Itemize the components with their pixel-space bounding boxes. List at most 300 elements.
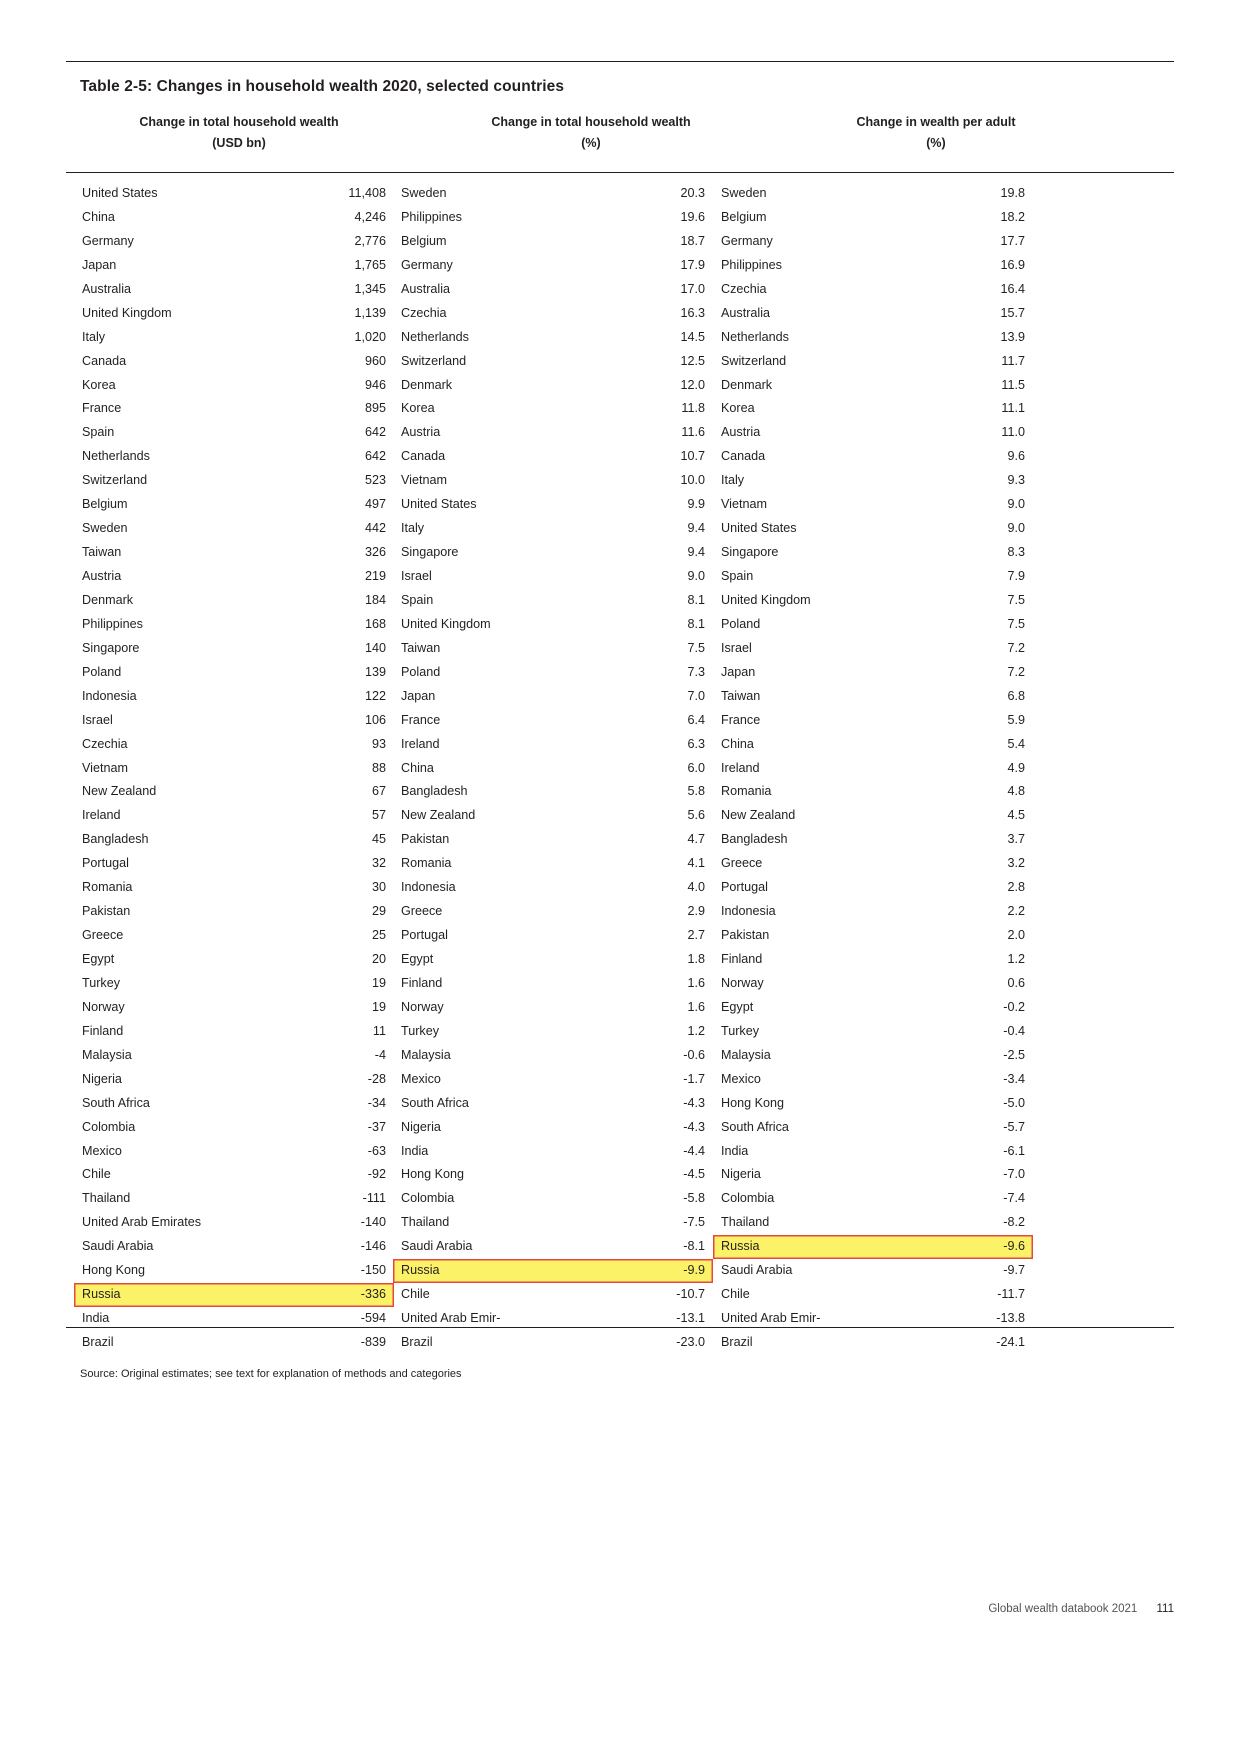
- row-country-name: Singapore: [401, 545, 459, 560]
- table-row: [713, 876, 1033, 900]
- row-country-name: Denmark: [401, 377, 453, 392]
- row-value: 6.0: [687, 760, 705, 775]
- table-row: [713, 661, 1033, 685]
- table-row: [74, 924, 394, 948]
- table-row: [713, 972, 1033, 996]
- table-row: [713, 326, 1033, 350]
- table-row: [713, 421, 1033, 445]
- row-country-name: Norway: [401, 999, 444, 1014]
- table-row: [74, 1068, 394, 1092]
- row-value: 18.2: [1000, 209, 1025, 224]
- row-value: 11.5: [1001, 377, 1025, 392]
- row-value: 4,246: [354, 209, 386, 224]
- row-country-name: France: [721, 712, 761, 727]
- row-country-name: Bangladesh: [82, 832, 149, 847]
- row-value: 4.9: [1007, 760, 1025, 775]
- table-row: [393, 517, 713, 541]
- row-country-name: Singapore: [82, 640, 140, 655]
- row-country-name: Poland: [721, 616, 761, 631]
- row-value: 7.9: [1007, 569, 1025, 583]
- row-country-name: Japan: [721, 664, 756, 679]
- row-country-name: Singapore: [721, 545, 779, 560]
- row-value: -3.4: [1003, 1071, 1025, 1086]
- table-row: [713, 709, 1033, 733]
- row-value: 16.4: [1000, 281, 1025, 296]
- row-country-name: Mexico: [82, 1143, 122, 1158]
- table-row: [713, 541, 1033, 565]
- table-row: [713, 924, 1033, 948]
- table-row: [393, 493, 713, 517]
- row-country-name: Greece: [82, 928, 124, 943]
- row-value: 25: [371, 928, 386, 943]
- table-row: [74, 517, 394, 541]
- table-row: [713, 828, 1033, 852]
- row-value: 106: [364, 712, 386, 727]
- row-value: 20.3: [680, 186, 705, 200]
- table-row: [74, 421, 394, 445]
- row-country-name: France: [401, 712, 441, 727]
- table-row: [393, 852, 713, 876]
- table-row: [713, 1163, 1033, 1187]
- row-value: 15.7: [1000, 305, 1025, 320]
- table-row: [393, 1187, 713, 1211]
- row-country-name: Hong Kong: [721, 1095, 785, 1110]
- row-value: 2,776: [354, 233, 386, 248]
- row-value: 19: [371, 975, 386, 990]
- row-value: 2.7: [687, 928, 705, 943]
- row-value: 9.0: [1007, 497, 1025, 512]
- row-country-name: Germany: [721, 233, 773, 248]
- row-value: 11,408: [348, 186, 386, 200]
- row-value: 1,139: [354, 305, 386, 320]
- table-row: [393, 302, 713, 326]
- row-value: 5.8: [687, 784, 705, 799]
- table-column-total-usd: [74, 182, 394, 1355]
- table-row: [393, 1283, 713, 1307]
- table-row: [393, 206, 713, 230]
- table-row: [74, 948, 394, 972]
- row-value: 7.5: [1007, 592, 1025, 607]
- table-row: [74, 613, 394, 637]
- table-row: [393, 1044, 713, 1068]
- row-value: 642: [364, 425, 386, 440]
- row-country-name: India: [401, 1143, 429, 1158]
- row-country-name: Korea: [401, 401, 435, 416]
- row-country-name: Indonesia: [82, 688, 137, 703]
- row-value: 3.7: [1007, 832, 1025, 847]
- row-country-name: United States: [401, 497, 477, 512]
- row-country-name: New Zealand: [721, 808, 796, 823]
- row-country-name: Poland: [401, 664, 441, 679]
- row-country-name: Canada: [401, 449, 446, 464]
- bottom-rule: [66, 1327, 1174, 1328]
- row-country-name: Austria: [401, 425, 441, 440]
- table-row: [713, 1259, 1033, 1283]
- table-row: [713, 780, 1033, 804]
- row-value: 946: [364, 377, 386, 392]
- row-country-name: Russia: [82, 1287, 121, 1302]
- row-country-name: Israel: [82, 712, 113, 727]
- row-country-name: Canada: [82, 353, 127, 368]
- table-row: [74, 733, 394, 757]
- row-country-name: Austria: [721, 425, 761, 440]
- table-row: [74, 685, 394, 709]
- table-row: [713, 278, 1033, 302]
- table-row: [74, 445, 394, 469]
- table-row: [393, 709, 713, 733]
- row-country-name: Russia: [401, 1263, 440, 1278]
- table-column-per-adult-pct: [713, 182, 1033, 1355]
- table-row: [74, 469, 394, 493]
- row-value: 1.6: [687, 975, 705, 990]
- table-row: [74, 397, 394, 421]
- row-value: -9.7: [1003, 1263, 1025, 1278]
- table-row: [74, 350, 394, 374]
- row-value: -111: [362, 1191, 386, 1206]
- row-value: -2.5: [1003, 1047, 1025, 1062]
- row-value: 17.0: [680, 281, 705, 296]
- table-row: [393, 780, 713, 804]
- row-value: -13.8: [996, 1311, 1025, 1326]
- row-value: 0.6: [1007, 975, 1025, 990]
- row-country-name: Japan: [401, 688, 436, 703]
- row-country-name: Germany: [82, 233, 134, 248]
- row-country-name: Sweden: [721, 186, 767, 200]
- table-row: [713, 445, 1033, 469]
- table-row: [393, 804, 713, 828]
- row-value: 9.4: [687, 521, 705, 536]
- row-value: 219: [364, 569, 386, 583]
- row-country-name: Egypt: [721, 999, 754, 1014]
- table-row: [713, 685, 1033, 709]
- row-value: 10.0: [680, 473, 705, 488]
- table-row: [713, 1044, 1033, 1068]
- row-country-name: Czechia: [401, 305, 447, 320]
- row-value: 326: [364, 545, 386, 560]
- row-country-name: Mexico: [721, 1071, 761, 1086]
- row-value: 5.6: [687, 808, 705, 823]
- row-value: 11.6: [681, 425, 705, 440]
- row-country-name: India: [82, 1311, 110, 1326]
- row-value: 14.5: [680, 329, 705, 344]
- column-header-2: [426, 112, 756, 154]
- table-row: [393, 1068, 713, 1092]
- row-value: 4.7: [687, 832, 705, 847]
- row-country-name: Greece: [401, 904, 443, 919]
- column-headers: [66, 112, 1174, 170]
- row-country-name: United Kingdom: [721, 592, 811, 607]
- row-country-name: India: [721, 1143, 749, 1158]
- row-country-name: Greece: [721, 856, 763, 871]
- row-country-name: United States: [721, 521, 797, 536]
- row-value: -146: [360, 1239, 386, 1254]
- table-row: [713, 804, 1033, 828]
- row-value: -4.4: [683, 1143, 705, 1158]
- row-value: 442: [364, 521, 386, 536]
- row-country-name: Germany: [401, 257, 453, 272]
- row-value: 140: [364, 640, 386, 655]
- row-value: -0.4: [1003, 1023, 1025, 1038]
- row-country-name: Brazil: [82, 1335, 114, 1349]
- table-row: [393, 1092, 713, 1116]
- row-value: 19: [371, 999, 386, 1014]
- row-country-name: Sweden: [401, 186, 447, 200]
- row-value: -28: [367, 1071, 386, 1086]
- table-row: [713, 493, 1033, 517]
- row-country-name: Belgium: [82, 497, 128, 512]
- row-country-name: New Zealand: [82, 784, 157, 799]
- row-country-name: New Zealand: [401, 808, 476, 823]
- table-row: [393, 900, 713, 924]
- row-country-name: Netherlands: [401, 329, 469, 344]
- row-value: 29: [371, 904, 386, 919]
- table-row: [74, 493, 394, 517]
- table-row: [393, 230, 713, 254]
- row-value: 8.3: [1007, 545, 1025, 560]
- table-row: [74, 1140, 394, 1164]
- page-footer: [988, 1603, 1174, 1615]
- row-value: -0.6: [683, 1047, 705, 1062]
- table-row: [393, 1163, 713, 1187]
- row-country-name: Taiwan: [401, 640, 441, 655]
- table-row: [713, 996, 1033, 1020]
- row-value: 7.5: [1007, 616, 1025, 631]
- row-value: 1.2: [687, 1023, 705, 1038]
- row-value: -4: [374, 1047, 386, 1062]
- table-row: [393, 685, 713, 709]
- table-row: [393, 1020, 713, 1044]
- row-country-name: Switzerland: [82, 473, 148, 488]
- row-country-name: Romania: [721, 784, 772, 799]
- table-row: [393, 948, 713, 972]
- row-value: -10.7: [676, 1287, 705, 1302]
- table-row: [393, 254, 713, 278]
- row-value: 5.9: [1007, 712, 1025, 727]
- row-value: 12.5: [680, 353, 705, 368]
- row-country-name: Hong Kong: [82, 1263, 146, 1278]
- row-country-name: China: [401, 760, 434, 775]
- row-country-name: Indonesia: [401, 880, 456, 895]
- footer-title: Global wealth databook 2021: [988, 1603, 1138, 1615]
- row-country-name: Austria: [82, 569, 122, 583]
- table-row: [74, 374, 394, 398]
- row-value: 13.9: [1000, 329, 1025, 344]
- table-row: [393, 661, 713, 685]
- table-row: [74, 182, 394, 206]
- row-value: 18.7: [680, 233, 705, 248]
- table-row: [713, 1211, 1033, 1235]
- row-value: -7.4: [1003, 1191, 1025, 1206]
- table-row: [393, 374, 713, 398]
- table-row: [74, 230, 394, 254]
- row-country-name: United Arab Emir-: [401, 1311, 501, 1326]
- row-country-name: United States: [82, 186, 158, 200]
- row-value: 1.2: [1007, 952, 1025, 966]
- row-country-name: Italy: [721, 473, 745, 488]
- table-row: [713, 1235, 1033, 1259]
- table-row: [713, 589, 1033, 613]
- table-row: [393, 613, 713, 637]
- row-value: 20: [371, 952, 386, 966]
- row-country-name: South Africa: [721, 1119, 789, 1134]
- table-row: [713, 1020, 1033, 1044]
- table-row: [393, 757, 713, 781]
- row-value: -336: [360, 1287, 386, 1302]
- table-row: [74, 828, 394, 852]
- table-row: [393, 996, 713, 1020]
- row-country-name: Malaysia: [82, 1047, 132, 1062]
- table-row: [74, 1283, 394, 1307]
- column-header-1: [74, 112, 404, 154]
- row-value: 67: [371, 784, 386, 799]
- table-row: [393, 182, 713, 206]
- row-value: 184: [364, 592, 386, 607]
- row-value: 7.0: [687, 688, 705, 703]
- row-value: -4.3: [683, 1119, 705, 1134]
- row-value: 2.8: [1007, 880, 1025, 895]
- table-row: [393, 1140, 713, 1164]
- row-country-name: Portugal: [401, 928, 448, 943]
- row-value: 4.8: [1007, 784, 1025, 799]
- table-column-total-pct: [393, 182, 713, 1355]
- row-country-name: Korea: [82, 377, 116, 392]
- row-value: 2.9: [687, 904, 705, 919]
- row-value: 523: [364, 473, 386, 488]
- table-row: [74, 637, 394, 661]
- table-row: [713, 350, 1033, 374]
- row-country-name: Pakistan: [82, 904, 131, 919]
- row-country-name: Chile: [721, 1287, 750, 1302]
- row-country-name: Colombia: [721, 1191, 775, 1206]
- row-value: 9.6: [1007, 449, 1025, 464]
- row-country-name: Taiwan: [721, 688, 761, 703]
- table-row: [713, 230, 1033, 254]
- table-row: [74, 589, 394, 613]
- row-value: -839: [360, 1335, 386, 1349]
- row-country-name: United Arab Emir-: [721, 1311, 821, 1326]
- row-country-name: Finland: [401, 975, 443, 990]
- row-value: 1.8: [687, 952, 705, 966]
- row-value: 11.7: [1001, 353, 1025, 368]
- row-value: -5.0: [1003, 1095, 1025, 1110]
- row-value: 1,765: [354, 257, 386, 272]
- row-country-name: Saudi Arabia: [401, 1239, 473, 1254]
- row-value: -0.2: [1003, 999, 1025, 1014]
- row-country-name: Spain: [721, 569, 754, 583]
- row-value: -150: [360, 1263, 386, 1278]
- table-row: [393, 350, 713, 374]
- row-value: 122: [364, 688, 386, 703]
- row-country-name: Egypt: [401, 952, 434, 966]
- row-country-name: Indonesia: [721, 904, 776, 919]
- row-country-name: Nigeria: [721, 1167, 761, 1182]
- row-country-name: Chile: [82, 1167, 111, 1182]
- row-country-name: Turkey: [401, 1023, 440, 1038]
- table-row: [74, 278, 394, 302]
- row-country-name: Thailand: [82, 1191, 131, 1206]
- column-header-2-line1: Change in total household wealth: [491, 115, 691, 129]
- row-value: 7.5: [687, 640, 705, 655]
- row-country-name: Denmark: [721, 377, 773, 392]
- row-value: 16.3: [680, 305, 705, 320]
- row-country-name: Finland: [82, 1023, 124, 1038]
- row-country-name: Denmark: [82, 592, 134, 607]
- row-country-name: Ireland: [82, 808, 121, 823]
- row-country-name: Canada: [721, 449, 766, 464]
- row-country-name: Brazil: [401, 1335, 433, 1349]
- row-country-name: United Kingdom: [401, 616, 491, 631]
- row-value: 88: [371, 760, 386, 775]
- table-row: [713, 852, 1033, 876]
- row-value: 1,020: [354, 329, 386, 344]
- page-title: Table 2-5: Changes in household wealth 2020, selected countries: [80, 78, 565, 95]
- row-value: 6.8: [1007, 688, 1025, 703]
- row-country-name: Norway: [721, 975, 764, 990]
- table-row: [713, 254, 1033, 278]
- row-country-name: Colombia: [401, 1191, 455, 1206]
- row-value: 7.3: [687, 664, 705, 679]
- row-value: 1,345: [354, 281, 386, 296]
- table-row: [74, 1020, 394, 1044]
- table-row: [393, 565, 713, 589]
- table-row: [74, 876, 394, 900]
- table-row: [713, 613, 1033, 637]
- row-value: 12.0: [680, 377, 705, 392]
- row-country-name: Philippines: [401, 209, 462, 224]
- column-header-3-line2: (%): [926, 136, 946, 150]
- table-row: [74, 1187, 394, 1211]
- row-country-name: Vietnam: [82, 760, 128, 775]
- row-value: 30: [371, 880, 386, 895]
- row-country-name: South Africa: [401, 1095, 469, 1110]
- row-country-name: Mexico: [401, 1071, 441, 1086]
- table-row: [74, 1092, 394, 1116]
- row-value: -37: [367, 1119, 386, 1134]
- table-row: [74, 206, 394, 230]
- row-country-name: Pakistan: [401, 832, 450, 847]
- table-row: [713, 948, 1033, 972]
- row-country-name: United Kingdom: [82, 305, 172, 320]
- row-value: 5.4: [1007, 736, 1025, 751]
- row-value: -23.0: [676, 1335, 705, 1349]
- row-country-name: Australia: [82, 281, 131, 296]
- row-value: -4.3: [683, 1095, 705, 1110]
- row-value: 7.2: [1007, 664, 1025, 679]
- row-country-name: Israel: [401, 569, 432, 583]
- row-country-name: Thailand: [401, 1215, 450, 1230]
- row-value: 4.1: [687, 856, 705, 871]
- table-row: [393, 1235, 713, 1259]
- table-row: [74, 709, 394, 733]
- table-row: [713, 565, 1033, 589]
- table-row: [74, 661, 394, 685]
- table-row: [713, 302, 1033, 326]
- row-country-name: Romania: [401, 856, 452, 871]
- row-country-name: Brazil: [721, 1335, 753, 1349]
- table-row: [713, 900, 1033, 924]
- table-row: [393, 469, 713, 493]
- row-country-name: Nigeria: [82, 1071, 122, 1086]
- table-row: [393, 421, 713, 445]
- row-value: 1.6: [687, 999, 705, 1014]
- table-row: [713, 733, 1033, 757]
- row-country-name: Belgium: [721, 209, 767, 224]
- row-value: 4.0: [687, 880, 705, 895]
- table-row: [74, 1116, 394, 1140]
- table-row: [393, 278, 713, 302]
- row-country-name: China: [82, 209, 115, 224]
- row-value: 57: [371, 808, 386, 823]
